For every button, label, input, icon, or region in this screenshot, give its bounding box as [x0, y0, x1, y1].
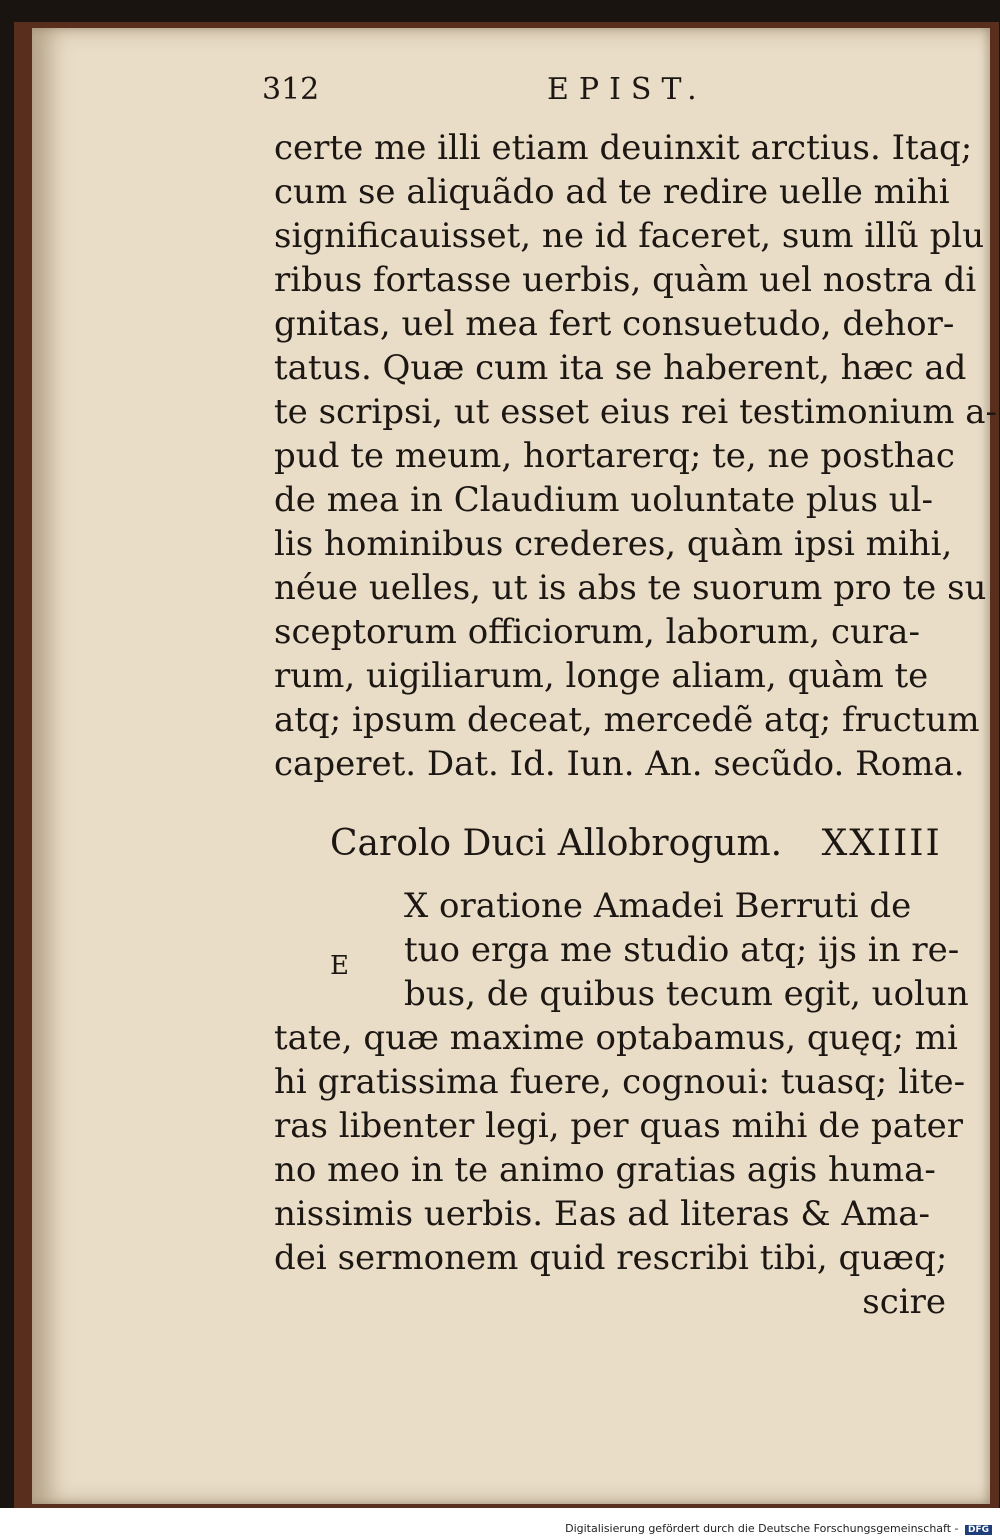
- text-line: tate, quæ maxime optabamus, quęq; mi: [274, 1018, 958, 1058]
- text-line: pud te meum, hortarerq; te, ne posthac: [274, 436, 955, 476]
- text-line: cum se aliquãdo ad te redire uelle mihi: [274, 172, 950, 212]
- initial-letter: E: [330, 951, 349, 981]
- text-line: te scripsi, ut esset eius rei testimonium a-: [274, 392, 998, 432]
- catchword: scire: [862, 1282, 946, 1322]
- letter-heading: [330, 822, 960, 866]
- running-head: EPIST.: [547, 72, 707, 107]
- text-line: de mea in Claudium uoluntate plus ul-: [274, 480, 933, 520]
- text-line: significauisset, ne id faceret, sum illũ plu: [274, 216, 985, 256]
- dfg-logo: DFG: [965, 1525, 992, 1535]
- text-line: lis hominibus crederes, quàm ipsi mihi,: [274, 524, 953, 564]
- text-line: ribus fortasse uerbis, quàm uel nostra di: [274, 260, 977, 300]
- text-line: no meo in te animo gratias agis huma-: [274, 1150, 936, 1190]
- text-line: nissimis uerbis. Eas ad literas & Ama-: [274, 1194, 931, 1234]
- letter-number: XXIIII: [821, 823, 942, 864]
- text-line: hi gratissima fuere, cognoui: tuasq; lite-: [274, 1062, 966, 1102]
- text-line: sceptorum officiorum, laborum, cura-: [274, 612, 920, 652]
- text-line: bus, de quibus tecum egit, uolun: [404, 974, 969, 1014]
- text-line: caperet. Dat. Id. Iun. An. secũdo. Roma.: [274, 744, 965, 784]
- text-line: certe me illi etiam deuinxit arctius. Itaq;: [274, 128, 973, 168]
- text-line: néue uelles, ut is abs te suorum pro te su: [274, 568, 987, 608]
- text-line: dei sermonem quid rescribi tibi, quæq;: [274, 1238, 948, 1278]
- text-line: atq; ipsum deceat, mercedẽ atq; fructum: [274, 700, 980, 740]
- text-line: tuo erga me studio atq; ijs in re-: [404, 930, 960, 970]
- letter-addressee: Carolo Duci Allobrogum.: [330, 823, 783, 864]
- page-number: 312: [262, 72, 320, 107]
- text-line: gnitas, uel mea fert consuetudo, dehor-: [274, 304, 955, 344]
- text-line: X oratione Amadei Berruti de: [404, 886, 912, 926]
- page-header: [262, 72, 962, 112]
- letter-body: [274, 884, 969, 1324]
- text-line: tatus. Quæ cum ita se haberent, hæc ad: [274, 348, 967, 388]
- text-line: rum, uigiliarum, longe aliam, quàm te: [274, 656, 929, 696]
- footer-text: Digitalisierung gefördert durch die Deutsche Forschungsgemeinschaft -: [565, 1522, 959, 1535]
- body-text: [274, 126, 998, 786]
- digitization-footer: [0, 1522, 992, 1540]
- text-line: ras libenter legi, per quas mihi de pater: [274, 1106, 963, 1146]
